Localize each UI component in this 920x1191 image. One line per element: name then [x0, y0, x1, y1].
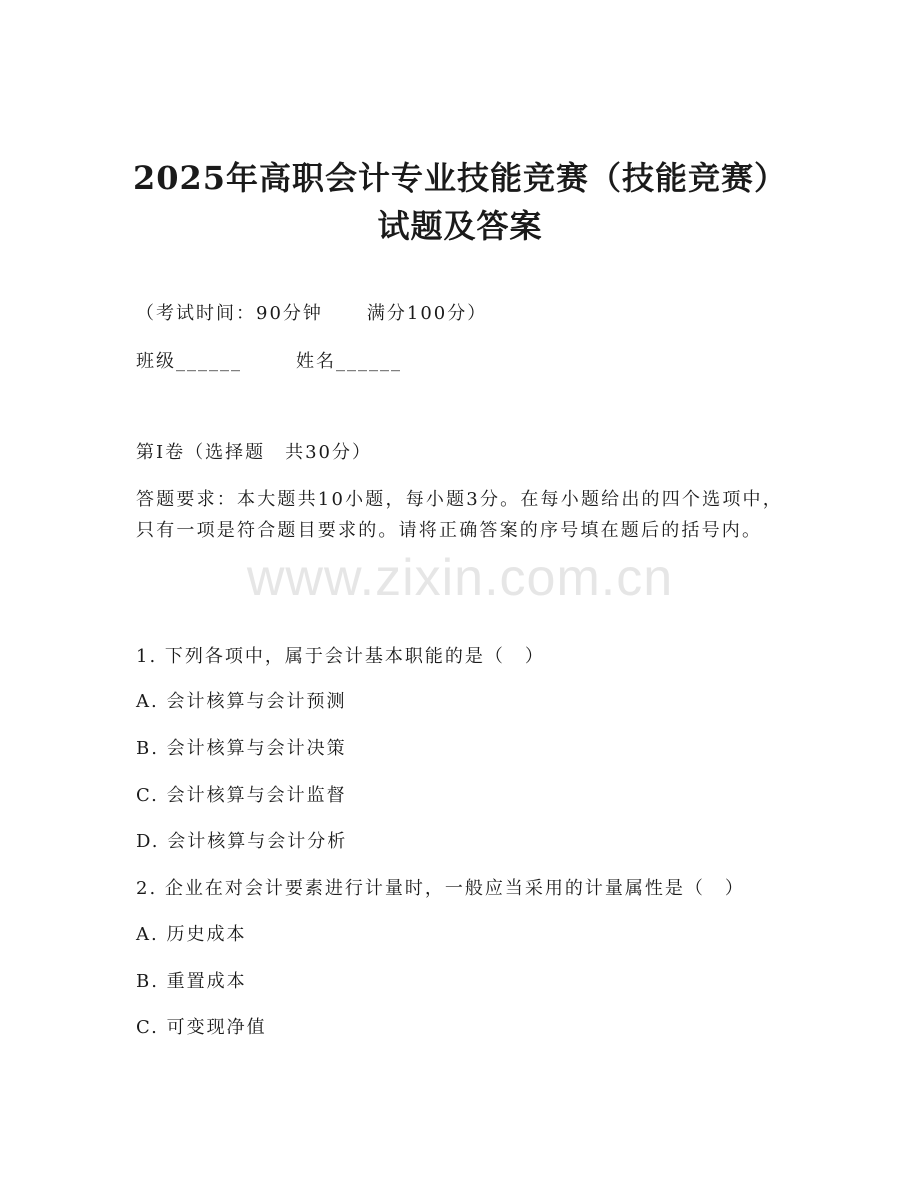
- question-1-option-d: D. 会计核算与会计分析: [136, 831, 348, 852]
- exam-info: [136, 302, 487, 326]
- exam-time: （考试时间：90分钟: [136, 303, 323, 324]
- instructions-paragraph: 答题要求：本大题共10小题，每小题3分。在每小题给出的四个选项中，只有一项是符合题目要求的。请将正确答案的序号填在题后的括号内。: [136, 489, 783, 541]
- section-heading: 第I卷（选择题 共30分）: [136, 442, 373, 463]
- question-1-option-b: B. 会计核算与会计决策: [136, 738, 347, 759]
- question-1-stem: 1. 下列各项中，属于会计基本职能的是（ ）: [136, 646, 545, 667]
- document-title-line-2: 试题及答案: [377, 207, 543, 245]
- class-field: 班级______: [136, 351, 242, 372]
- question-2-option-b: B. 重置成本: [136, 971, 247, 992]
- question-2-option-a: A. 历史成本: [136, 924, 247, 945]
- document-title-line-1: 2025年高职会计专业技能竞赛（技能竞赛）: [132, 159, 788, 197]
- question-1-option-c: C. 会计核算与会计监督: [136, 785, 347, 806]
- watermark: www.zixin.com.cn: [246, 549, 674, 607]
- question-2-stem: 2. 企业在对会计要素进行计量时，一般应当采用的计量属性是（ ）: [136, 878, 745, 899]
- student-info: [136, 350, 402, 374]
- question-1-option-a: A. 会计核算与会计预测: [136, 691, 347, 712]
- question-2-option-c: C. 可变现净值: [136, 1017, 267, 1038]
- full-score: 满分100分）: [366, 303, 488, 324]
- name-field: 姓名______: [296, 351, 402, 372]
